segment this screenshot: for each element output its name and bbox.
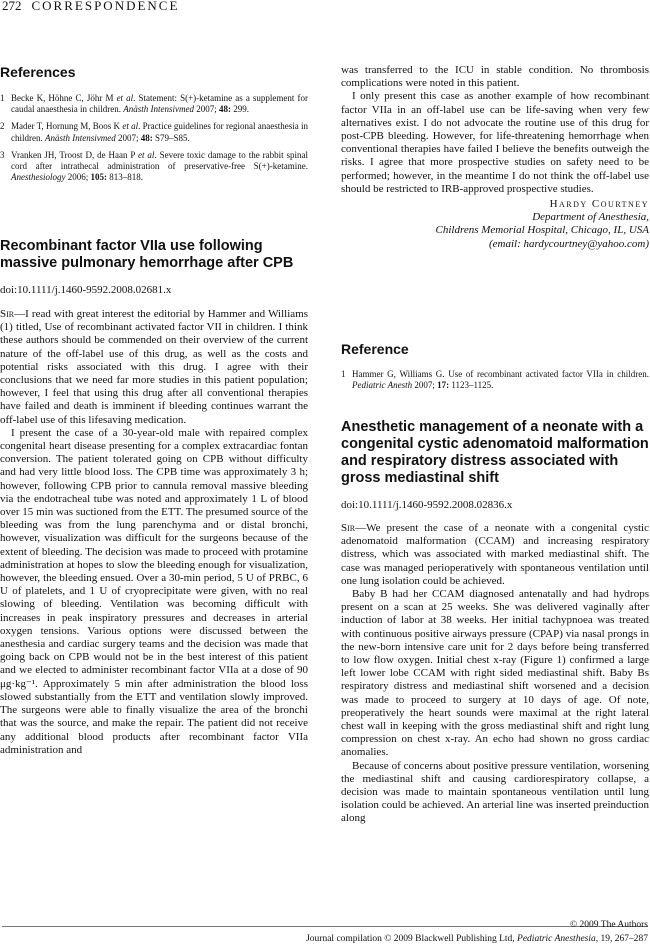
paragraph: I only present this case as another example of how recombinant factor VIIa in an off-label use can be life-saving when very few alternatives exist. I do not advocate the routine use of this drug for post-CPB bleeding. However, for life-threatening hemorrhage when conventional therapies have failed I believe the benefits outweigh the risks. I agree that more prospective studies on safety need to be performed; however, in the meantime I do not think the off-label use should be restricted to IRB-approved prospective studies. (341, 90, 649, 195)
paragraph: I present the case of a 30-year-old male with repaired complex congenital heart disease presenting for a complex extracardiac fontan conversion. The patient tolerated going on CPB without difficulty and had very little blood loss. The CPB time was approximately 3 h; however, following CPB prior to cannula removal massive bleeding via the endotracheal tube was noted and approximately 1 L of blood over 15 min was suctioned from the ETT. The presumed source of the bleeding was from the lung parenchyma and or distal bronchi, however, visualization was difficult for the surgeons because of the extent of bleeding. The decision was made to proceed with protamine administration at hopes to slow the bleeding enough for visualization, however, the bleeding ensued. Over a 30-min period, 5 U of PRBC, 6 U of platelets, and 1 U of cryoprecipitate were given, with no real slowing of bleeding. Ventilation was becoming difficult with increases in peak inspiratory pressures and decreases in arterial oxygen tensions. Various options were discussed between the anesthesia and cardiac surgery teams and the decision was made that going back on CPB would not be in the best interest of this patient and we elected to administer recombinant factor VIIa at a dose of 90 μg·kg⁻¹. Approximately 5 min after administration the blood loss slowed substantially from the ETT and ventilation slowly improved. The surgeons were able to finally visualize the area of the bronchi that was the source, and make the repair. The patient did not receive any additional blood products after recombinant factor VIIa administration and (0, 426, 308, 756)
article-doi: doi:10.1111/j.1460-9592.2008.02681.x (0, 284, 172, 296)
author-institution: Childrens Memorial Hospital, Chicago, IL, USA (435, 224, 649, 237)
copyright-line: © 2009 The Authors (569, 920, 648, 930)
paragraph: Because of concerns about positive pressure ventilation, worsening the mediastinal shift and causing cardiorespiratory collapse, a decision was made to maintain spontaneous ventilation until lung isolation could be achieved. An arterial line was inserted preinduction along (341, 759, 649, 825)
reference-list (341, 369, 649, 391)
article-body (341, 522, 649, 826)
paragraph: Baby B had her CCAM diagnosed antenatally and had hydrops present on a scan at 25 weeks. She was delivered vaginally after induction of labor at 38 weeks. Her initial tachypnoea was treated with continuous positive airways pressure (CPAP) via nasal prongs in the new-born intensive care unit for 2 days before being transferred to low flow oxygen. Initial chest x-ray (Figure 1) confirmed a large left lower lobe CCAM with right sided mediastinal shift. Baby Bs respiratory distress and mediastinal shift worsened and a decision was made to proceed to surgery at 10 days of age. Of note, preoperatively the heart sounds were maximal at the right lateral chest wall in keeping with the gross mediastinal shift and right lung compression on chest x-ray. An echo had shown no gross cardiac anomalies. (341, 588, 649, 759)
references-heading: References (0, 64, 76, 80)
article-body-continued (341, 64, 649, 251)
page-number: 272 (2, 0, 22, 13)
paragraph: Sir—I read with great interest the editorial by Hammer and Williams (1) titled, Use of recombinant activated factor VII in children. I think these authors should be commended on their overview of the current nature of the off-label use of this drug, as well as the costs and potential risks associated with this drug. I agree with their conclusions that we need far more studies in this patient population; however, I feel that using this drug after all conventional therapies have failed and death is imminent if bleeding continues warrant the off-label use of this lifesaving medication. (0, 308, 308, 426)
author-department: Department of Anesthesia, (532, 211, 649, 224)
reference-heading: Reference (341, 341, 409, 357)
reference-list (0, 93, 308, 183)
section-title: CORRESPONDENCE (31, 0, 180, 13)
signature-block (341, 198, 649, 251)
paragraph: was transferred to the ICU in stable condition. No thrombosis complications were noted in this patient. (341, 64, 649, 90)
reference-item: 1 Hammer G, Williams G. Use of recombinant activated factor VIIa in children. Pediatric Anesth 2007; 17: 1123–1125. (341, 369, 649, 391)
reference-item: 3 Vranken JH, Troost D, de Haan P et al. Severe toxic damage to the rabbit spinal cord after intrathecal administration of preservative-free S(+)-ketamine. Anesthesiology 2006; 105: 813–818. (0, 149, 309, 183)
author-name: Hardy Courtney (549, 198, 649, 211)
author-email: (email: hardycourtney@yahoo.com) (489, 237, 649, 250)
article-doi: doi:10.1111/j.1460-9592.2008.02836.x (341, 499, 513, 511)
reference-item: 2 Mader T, Hornung M, Boos K et al. Practice guidelines for regional anaesthesia in children. Anästh Intensivmed 2007; 48: S79–S85. (0, 121, 308, 143)
article-body (0, 308, 308, 757)
running-head (2, 0, 179, 14)
journal-compilation-line: Journal compilation © 2009 Blackwell Publishing Ltd, Pediatric Anesthesia, 19, 267–287 (306, 934, 648, 944)
paragraph: Sir—We present the case of a neonate with a congenital cystic adenomatoid malformation (CCAM) and increasing respiratory distress, which was associated with marked mediastinal shift. The case was managed perioperatively with spontaneous ventilation until one lung isolation could be achieved. (341, 522, 649, 587)
article-title: Recombinant factor VIIa use following massive pulmonary hemorrhage after CPB (0, 238, 294, 271)
article-title: Anesthetic management of a neonate with a congenital cystic adenomatoid malformation and respiratory distress associated with gross mediastinal shift (341, 419, 649, 486)
footer-rule (2, 926, 648, 927)
reference-item: 1 Becke K, Höhne C, Jöhr M et al. Statement: S(+)-ketamine as a supplement for caudal anaesthesia in children. Anästh Intensivmed 2007; 48: 299. (0, 93, 308, 115)
